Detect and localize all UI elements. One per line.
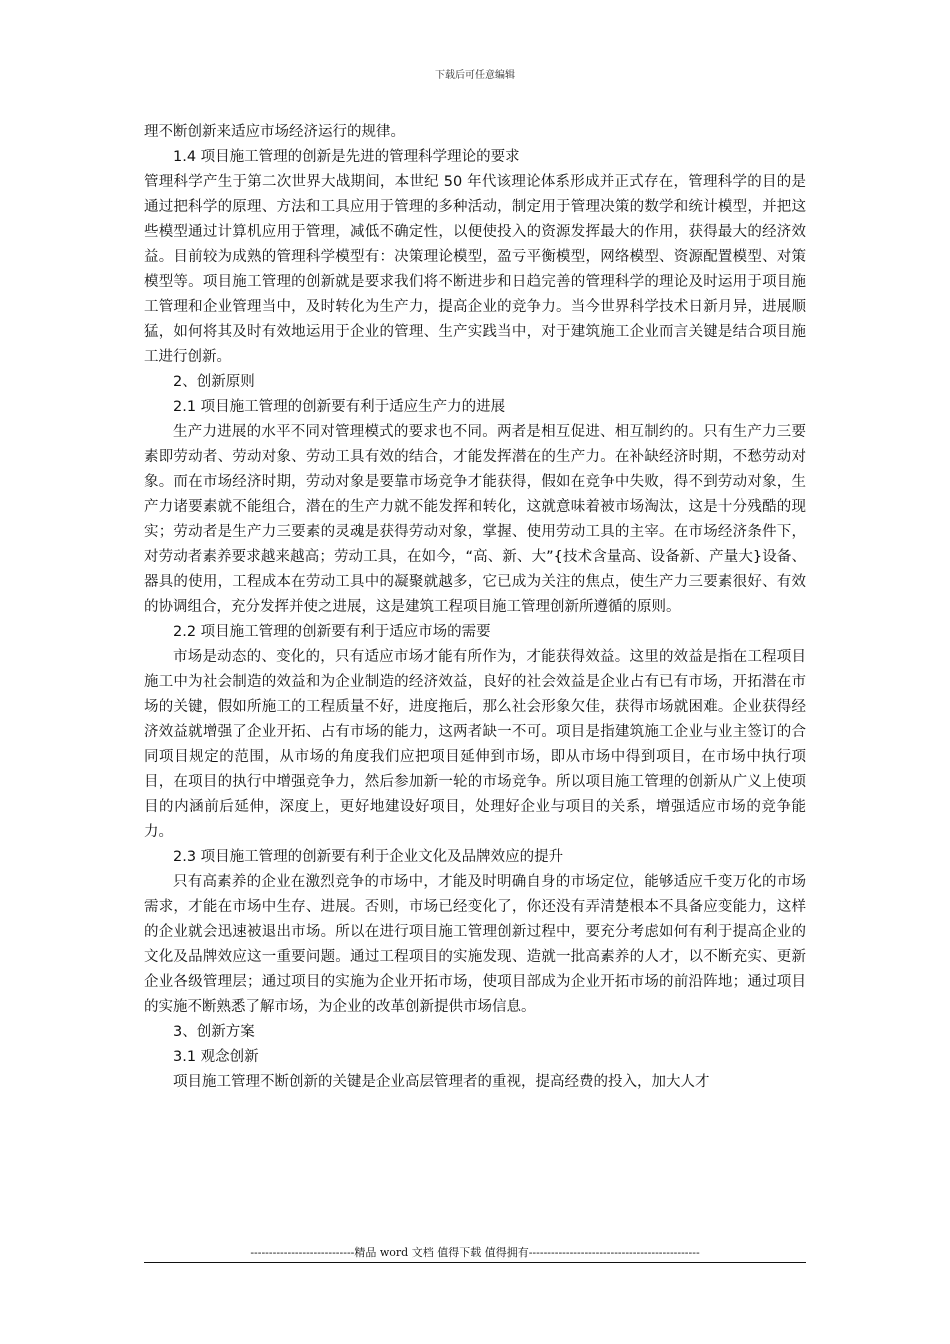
section-heading-3: 3、创新方案 [173,1024,255,1040]
paragraph-2-3: 只有高素养的企业在激烈竞争的市场中，才能及时明确自身的市场定位，能够适应千变万化的市场需求，才能在市场中生存、进展。否则，市场已经变化了，你还没有弄清楚根本不具备应变能力，这样的企业就会迅速被退出市场。所以在进行项目施工管理创新过程中，要充分考虑如何有利于提高企业的文化及品牌效应这一重要问题。通过工程项目的实施发现、造就一批高素养的人才，以不断充实、更新企业各级管理层；通过项目的实施为企业开拓市场，使项目部成为企业开拓市场的前沿阵地；通过项目的实施不断熟悉了解市场，为企业的改革创新提供市场信息。 [144,874,806,1015]
section-heading-2-1: 2.1 项目施工管理的创新要有利于适应生产力的进展 [173,399,506,415]
section-heading-2-2: 2.2 项目施工管理的创新要有利于适应市场的需要 [173,624,491,640]
paragraph-1-4: 管理科学产生于第二次世界大战期间，本世纪 50 年代该理论体系形成并正式存在，管理科学的目的是通过把科学的原理、方法和工具应用于管理的多种活动，制定用于管理决策的数学和统计模型，并把这些模型通过计算机应用于管理，减低不确定性，以便使投入的资源发挥最大的作用，获得最大的经济效益。目前较为成熟的管理科学模型有：决策理论模型，盈亏平衡模型，网络模型、资源配置模型、对策模型等。项目施工管理的创新就是要求我们将不断进步和日趋完善的管理科学的理论及时运用于项目施工管理和企业管理当中，及时转化为生产力，提高企业的竞争力。当今世界科学技术日新月异，进展顺猛，如何将其及时有效地运用于企业的管理、生产实践当中，对于建筑施工企业而言关键是结合项目施工进行创新。 [144,174,806,365]
paragraph-3-1: 项目施工管理不断创新的关键是企业高层管理者的重视，提高经费的投入，加大人才 [173,1074,710,1090]
paragraph-continuation: 理不断创新来适应市场经济运行的规律。 [144,124,405,140]
document-body [144,120,806,1095]
page-header-note: 下载后可任意编辑 [435,70,515,81]
paragraph-2-1: 生产力进展的水平不同对管理模式的要求也不同。两者是相互促进、相互制约的。只有生产力三要素即劳动者、劳动对象、劳动工具有效的结合，才能发挥潜在的生产力。在补缺经济时期，不愁劳动对象。而在市场经济时期，劳动对象是要靠市场竞争才能获得，假如在竞争中失败，得不到劳动对象，生产力诸要素就不能组合，潜在的生产力就不能发挥和转化，这就意味着被市场淘汰，这是十分残酷的现实；劳动者是生产力三要素的灵魂是获得劳动对象，掌握、使用劳动工具的主宰。在市场经济条件下，对劳动者素养要求越来越高；劳动工具，在如今，“高、新、大”{技术含量高、设备新、产量大}设备、器具的使用，工程成本在劳动工具中的凝聚就越多，它已成为关注的焦点，使生产力三要素很好、有效的协调组合，充分发挥并使之进展，这是建筑工程项目施工管理创新所遵循的原则。 [144,424,806,615]
section-heading-3-1: 3.1 观念创新 [173,1049,259,1065]
page-footer-note: ----------------------------精品 word 文档 值得下载 值得拥有---------------------------------------------- [250,1246,700,1259]
section-heading-2-3: 2.3 项目施工管理的创新要有利于企业文化及品牌效应的提升 [173,849,564,865]
footer-divider [144,1262,806,1263]
section-heading-1-4: 1.4 项目施工管理的创新是先进的管理科学理论的要求 [173,149,520,165]
paragraph-2-2: 市场是动态的、变化的，只有适应市场才能有所作为，才能获得效益。这里的效益是指在工程项目施工中为社会制造的效益和为企业制造的经济效益，良好的社会效益是企业占有已有市场，开拓潜在市场的关键，假如所施工的工程质量不好，进度拖后，那么社会形象欠佳，获得市场就困难。企业获得经济效益就增强了企业开拓、占有市场的能力，这两者缺一不可。项目是指建筑施工企业与业主签订的合同项目规定的范围，从市场的角度我们应把项目延伸到市场，即从市场中得到项目，在市场中执行项目，在项目的执行中增强竞争力，然后参加新一轮的市场竞争。所以项目施工管理的创新从广义上使项目的内涵前后延伸，深度上，更好地建设好项目，处理好企业与项目的关系，增强适应市场的竞争能力。 [144,649,806,840]
section-heading-2: 2、创新原则 [173,374,255,390]
